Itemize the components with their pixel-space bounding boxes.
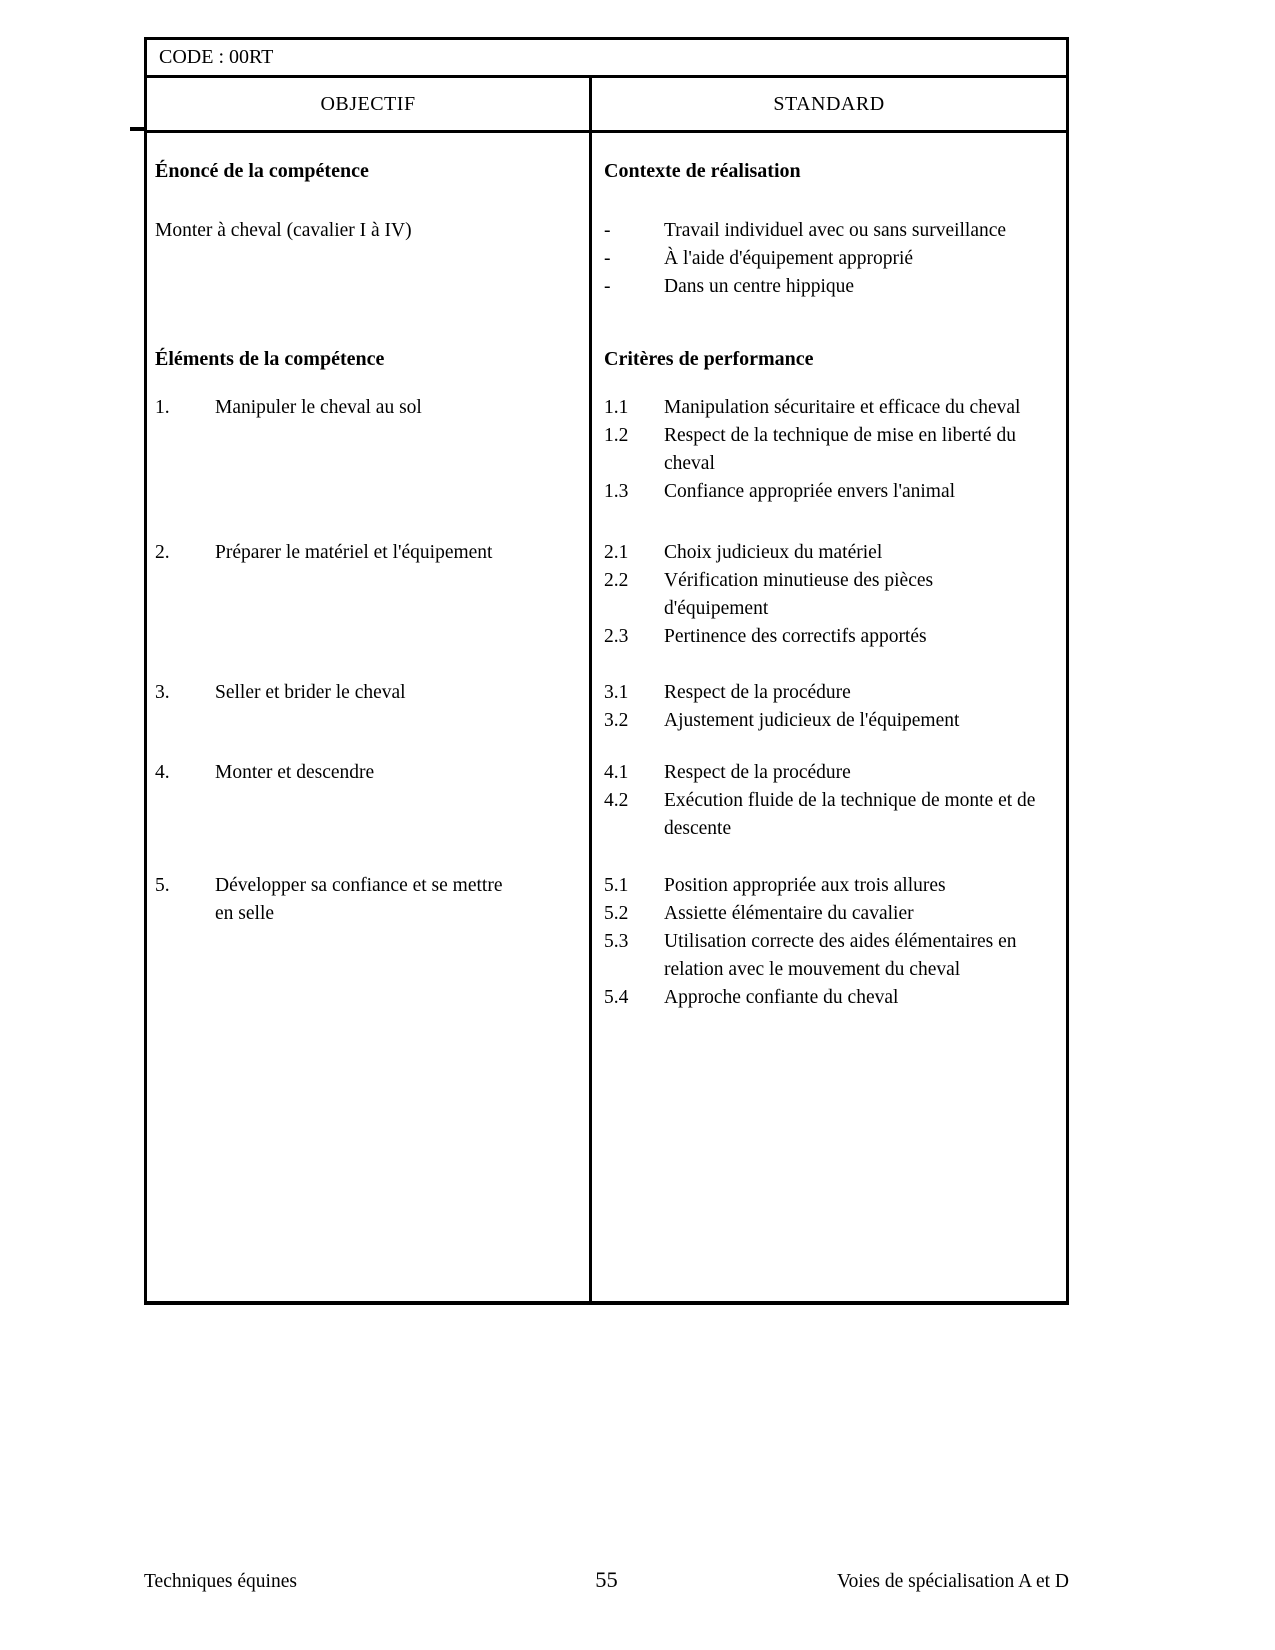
element-text-line: Seller et brider le cheval bbox=[215, 682, 406, 703]
criteria-number: 5.2 bbox=[604, 903, 629, 924]
criteria-text-line: Choix judicieux du matériel bbox=[664, 542, 883, 563]
contexte-items-cell bbox=[592, 185, 1066, 301]
filler-cell-left bbox=[147, 1012, 592, 1301]
element-number: 2. bbox=[155, 542, 170, 563]
criteria-number: 1.3 bbox=[604, 481, 629, 502]
criteria-text-line: Exécution fluide de la technique de monte et de bbox=[664, 790, 1036, 811]
criteria-number: 5.1 bbox=[604, 875, 629, 896]
contexte-title: Contexte de réalisation bbox=[604, 160, 801, 182]
criteria-text-line: d'équipement bbox=[664, 598, 769, 619]
footer-document-title: Techniques équines bbox=[144, 1571, 297, 1592]
bullet-dash: - bbox=[604, 220, 611, 241]
criteria-text bbox=[664, 872, 1066, 900]
criteria-item bbox=[604, 787, 1066, 843]
scan-artifact-tick bbox=[130, 127, 145, 131]
elements-title: Éléments de la compétence bbox=[155, 348, 385, 370]
criteria-number: 1.2 bbox=[604, 425, 629, 446]
criteria-text-line: Respect de la procédure bbox=[664, 682, 851, 703]
criteria-text bbox=[664, 623, 1066, 651]
enonce-title: Énoncé de la compétence bbox=[155, 160, 369, 182]
elements-title-cell bbox=[147, 301, 592, 373]
criteria-item bbox=[604, 478, 1066, 506]
element-item bbox=[155, 759, 589, 787]
criteria-text bbox=[664, 928, 1066, 984]
element-text bbox=[215, 759, 589, 787]
criteria-text bbox=[664, 759, 1066, 787]
column-headers bbox=[147, 78, 1066, 133]
column-header-standard: STANDARD bbox=[773, 93, 885, 115]
criteria-item bbox=[604, 759, 1066, 787]
criteria-text-line: descente bbox=[664, 818, 732, 839]
element-text-line: en selle bbox=[215, 903, 275, 924]
criteria-text bbox=[664, 394, 1066, 422]
element-item bbox=[155, 872, 589, 928]
criteria-number: 4.2 bbox=[604, 790, 629, 811]
criteria-text-line: Ajustement judicieux de l'équipement bbox=[664, 710, 960, 731]
criteria-item bbox=[604, 567, 1066, 623]
criteria-item bbox=[604, 623, 1066, 651]
table-body bbox=[147, 133, 1066, 1301]
criteria-cell-2 bbox=[592, 506, 1066, 651]
criteria-text-line: relation avec le mouvement du cheval bbox=[664, 959, 961, 980]
enonce-text-cell bbox=[147, 185, 592, 301]
element-text bbox=[215, 394, 589, 422]
footer-section-title: Voies de spécialisation A et D bbox=[837, 1571, 1069, 1592]
criteria-text-line: Vérification minutieuse des pièces bbox=[664, 570, 934, 591]
criteria-text-line: Confiance appropriée envers l'animal bbox=[664, 481, 956, 502]
criteria-text bbox=[664, 539, 1066, 567]
criteria-text-line: Manipulation sécuritaire et efficace du cheval bbox=[664, 397, 1021, 418]
element-cell-2 bbox=[147, 506, 592, 651]
element-item bbox=[155, 539, 589, 567]
element-item bbox=[155, 394, 589, 422]
contexte-item bbox=[604, 217, 1066, 245]
element-text bbox=[215, 539, 589, 567]
criteria-number: 3.2 bbox=[604, 710, 629, 731]
criteria-number: 2.2 bbox=[604, 570, 629, 591]
contexte-item-text: À l'aide d'équipement approprié bbox=[664, 248, 914, 269]
criteria-item bbox=[604, 539, 1066, 567]
criteria-number: 3.1 bbox=[604, 682, 629, 703]
criteres-title: Critères de performance bbox=[604, 348, 814, 370]
criteria-number: 4.1 bbox=[604, 762, 629, 783]
criteria-text bbox=[664, 787, 1066, 843]
bullet-dash: - bbox=[604, 276, 611, 297]
element-text-line: Préparer le matériel et l'équipement bbox=[215, 542, 493, 563]
criteria-cell-5 bbox=[592, 843, 1066, 1012]
criteria-text bbox=[664, 707, 1066, 735]
element-text bbox=[215, 872, 589, 928]
criteria-text-line: Respect de la procédure bbox=[664, 762, 851, 783]
element-cell-3 bbox=[147, 651, 592, 735]
criteria-cell-3 bbox=[592, 651, 1066, 735]
element-cell-5 bbox=[147, 843, 592, 1012]
code-label: CODE : 00RT bbox=[159, 46, 274, 68]
element-text-line: Développer sa confiance et se mettre bbox=[215, 875, 503, 896]
criteria-text-line: Respect de la technique de mise en liberté du bbox=[664, 425, 1016, 446]
contexte-title-cell bbox=[592, 133, 1066, 185]
footer-page-number: 55 bbox=[595, 1567, 618, 1592]
contexte-item bbox=[604, 273, 1066, 301]
criteria-text bbox=[664, 567, 1066, 623]
enonce-title-cell bbox=[147, 133, 592, 185]
element-text bbox=[215, 679, 589, 707]
competency-table bbox=[144, 37, 1069, 1305]
criteria-number: 2.1 bbox=[604, 542, 629, 563]
criteria-text bbox=[664, 900, 1066, 928]
criteria-text-line: Approche confiante du cheval bbox=[664, 987, 899, 1008]
criteria-item bbox=[604, 984, 1066, 1012]
criteria-item bbox=[604, 679, 1066, 707]
criteria-number: 1.1 bbox=[604, 397, 629, 418]
element-cell-4 bbox=[147, 735, 592, 843]
contexte-item-text: Travail individuel avec ou sans surveillance bbox=[664, 220, 1007, 241]
element-number: 1. bbox=[155, 397, 170, 418]
element-text-line: Monter et descendre bbox=[215, 762, 375, 783]
contexte-item bbox=[604, 245, 1066, 273]
criteria-number: 5.4 bbox=[604, 987, 629, 1008]
criteria-item bbox=[604, 872, 1066, 900]
element-text-line: Manipuler le cheval au sol bbox=[215, 397, 422, 418]
page-footer bbox=[144, 1566, 1069, 1596]
criteria-text bbox=[664, 422, 1066, 478]
criteria-cell-1 bbox=[592, 373, 1066, 506]
code-row bbox=[147, 40, 1066, 78]
element-number: 5. bbox=[155, 875, 170, 896]
criteria-item bbox=[604, 394, 1066, 422]
criteria-cell-4 bbox=[592, 735, 1066, 843]
element-item bbox=[155, 679, 589, 707]
criteria-text-line: Position appropriée aux trois allures bbox=[664, 875, 946, 896]
criteria-text-line: cheval bbox=[664, 453, 715, 474]
filler-cell-right bbox=[592, 1012, 1066, 1301]
element-number: 4. bbox=[155, 762, 170, 783]
criteria-item bbox=[604, 900, 1066, 928]
criteria-number: 2.3 bbox=[604, 626, 629, 647]
criteria-text-line: Assiette élémentaire du cavalier bbox=[664, 903, 914, 924]
element-number: 3. bbox=[155, 682, 170, 703]
criteria-text-line: Utilisation correcte des aides élémentaires en bbox=[664, 931, 1017, 952]
contexte-item-text: Dans un centre hippique bbox=[664, 276, 855, 297]
enonce-text: Monter à cheval (cavalier I à IV) bbox=[155, 220, 412, 241]
bullet-dash: - bbox=[604, 248, 611, 269]
criteria-text bbox=[664, 984, 1066, 1012]
criteria-text bbox=[664, 478, 1066, 506]
criteria-text bbox=[664, 679, 1066, 707]
criteria-item bbox=[604, 707, 1066, 735]
criteria-item bbox=[604, 928, 1066, 984]
element-cell-1 bbox=[147, 373, 592, 506]
criteria-text-line: Pertinence des correctifs apportés bbox=[664, 626, 927, 647]
column-header-objectif: OBJECTIF bbox=[147, 78, 592, 130]
criteres-title-cell bbox=[592, 301, 1066, 373]
criteria-item bbox=[604, 422, 1066, 478]
criteria-number: 5.3 bbox=[604, 931, 629, 952]
